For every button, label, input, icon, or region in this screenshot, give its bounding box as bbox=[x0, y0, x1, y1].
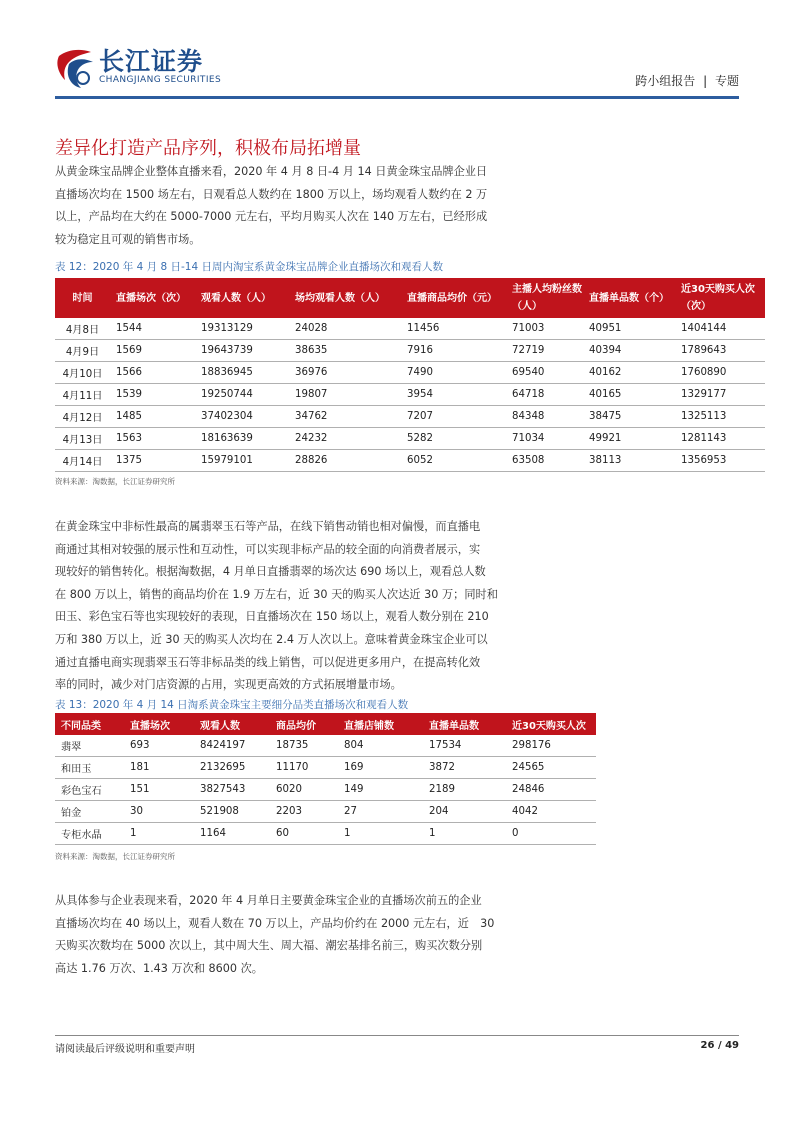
table-row bbox=[55, 735, 596, 757]
paragraph-line: 较为稳定且可观的销售市场。 bbox=[55, 232, 201, 246]
table-cell: 3954 bbox=[401, 384, 506, 406]
table-cell: 4月14日 bbox=[55, 450, 110, 472]
table-cell: 6020 bbox=[270, 779, 338, 801]
paragraph-line: 直播场次均在 40 场以上，观看人数在 70 万以上，产品均价约在 2000 元左右，近 30 bbox=[55, 916, 495, 930]
table-cell: 64718 bbox=[506, 384, 583, 406]
table-row bbox=[55, 450, 765, 472]
table13-source: 资料来源：淘数据，长江证券研究所 bbox=[55, 852, 175, 861]
table-cell: 11170 bbox=[270, 757, 338, 779]
table-row bbox=[55, 757, 596, 779]
table-cell: 24565 bbox=[506, 757, 596, 779]
table-cell: 1544 bbox=[110, 318, 195, 340]
table-cell: 71034 bbox=[506, 428, 583, 450]
table-cell: 40394 bbox=[583, 340, 675, 362]
column-header: 近30天购买人次（次） bbox=[675, 278, 765, 318]
column-header: 直播场次（次） bbox=[110, 278, 195, 318]
paragraph-line: 率的同时，减少对门店资源的占用，实现更高效的方式拓展增量市场。 bbox=[55, 678, 402, 692]
table-cell: 1 bbox=[124, 823, 194, 845]
table-cell: 11456 bbox=[401, 318, 506, 340]
table-cell: 38113 bbox=[583, 450, 675, 472]
table-cell: 2132695 bbox=[194, 757, 270, 779]
table-cell: 1485 bbox=[110, 406, 195, 428]
paragraph-line: 商通过其相对较强的展示性和互动性，可以实现非标产品的较全面的向消费者展示，实 bbox=[55, 542, 481, 556]
table-cell: 27 bbox=[338, 801, 423, 823]
table-cell: 19313129 bbox=[195, 318, 289, 340]
table-row bbox=[55, 428, 765, 450]
table-cell: 37402304 bbox=[195, 406, 289, 428]
column-header: 主播人均粉丝数（人） bbox=[506, 278, 583, 318]
paragraph-line: 直播场次均在 1500 场左右，日观看总人数约在 1800 万以上，场均观看人数约在 2 万 bbox=[55, 187, 488, 201]
table-cell: 24846 bbox=[506, 779, 596, 801]
column-header: 时间 bbox=[55, 278, 110, 318]
table-cell: 3872 bbox=[423, 757, 506, 779]
table-cell: 6052 bbox=[401, 450, 506, 472]
table-cell: 1404144 bbox=[675, 318, 765, 340]
column-header: 直播店铺数 bbox=[338, 713, 423, 735]
table-cell: 和田玉 bbox=[55, 757, 124, 779]
table-row bbox=[55, 318, 765, 340]
paragraph-line: 通过直播电商实现翡翠玉石等非标品类的线上销售，可以促进更多用户，在提高转化效 bbox=[55, 655, 481, 669]
column-header: 商品均价 bbox=[270, 713, 338, 735]
table-cell: 30 bbox=[124, 801, 194, 823]
table-cell: 1539 bbox=[110, 384, 195, 406]
table13-caption: 表 13：2020 年 4 月 14 日淘系黄金珠宝主要细分品类直播场次和观看人数 bbox=[55, 699, 409, 711]
table-cell: 4月8日 bbox=[55, 318, 110, 340]
paragraph-line: 现较好的销售转化。根据淘数据，4 月单日直播翡翠的场次达 690 场以上，观看总人数 bbox=[55, 565, 486, 579]
column-header: 场均观看人数（人） bbox=[289, 278, 401, 318]
paragraph-2 bbox=[55, 516, 498, 697]
paragraph-line: 天购买次数均在 5000 次以上，其中周大生、周大福、潮宏基排名前三，购买次数分别 bbox=[55, 939, 483, 953]
table-cell: 24232 bbox=[289, 428, 401, 450]
table-cell: 24028 bbox=[289, 318, 401, 340]
table12-source: 资料来源：淘数据，长江证券研究所 bbox=[55, 477, 175, 486]
table-cell: 60 bbox=[270, 823, 338, 845]
table-cell: 4042 bbox=[506, 801, 596, 823]
table-cell: 4月10日 bbox=[55, 362, 110, 384]
table-cell: 521908 bbox=[194, 801, 270, 823]
table-cell: 17534 bbox=[423, 735, 506, 757]
table-cell: 1563 bbox=[110, 428, 195, 450]
table-row bbox=[55, 823, 596, 845]
table-cell: 38475 bbox=[583, 406, 675, 428]
table-cell: 1329177 bbox=[675, 384, 765, 406]
paragraph-line: 从黄金珠宝品牌企业整体直播来看，2020 年 4 月 8 日-4 月 14 日黄金珠宝品牌企业日 bbox=[55, 165, 488, 178]
table-row bbox=[55, 779, 596, 801]
table-cell: 4月13日 bbox=[55, 428, 110, 450]
report-kind: 专题 bbox=[714, 74, 739, 88]
footer-disclaimer: 请阅读最后评级说明和重要声明 bbox=[55, 1044, 195, 1055]
table-cell: 40165 bbox=[583, 384, 675, 406]
table-cell: 4月11日 bbox=[55, 384, 110, 406]
table-cell: 1356953 bbox=[675, 450, 765, 472]
section-title: 差异化打造产品序列，积极布局拓增量 bbox=[55, 138, 361, 159]
table-cell: 19807 bbox=[289, 384, 401, 406]
column-header: 近30天购买人次 bbox=[506, 713, 596, 735]
table-cell: 4月9日 bbox=[55, 340, 110, 362]
logo-text-cn: 长江证券 bbox=[99, 47, 204, 76]
table-cell: 181 bbox=[124, 757, 194, 779]
table-cell: 34762 bbox=[289, 406, 401, 428]
table-cell: 1 bbox=[338, 823, 423, 845]
company-logo bbox=[55, 42, 245, 92]
table13 bbox=[55, 713, 596, 845]
column-header: 直播商品均价（元） bbox=[401, 278, 506, 318]
table-cell: 40951 bbox=[583, 318, 675, 340]
paragraph-line: 在 800 万以上，销售的商品均价在 1.9 万左右，近 30 天的购买人次达近 30 万；同时和 bbox=[55, 587, 498, 601]
paragraph-line: 在黄金珠宝中非标性最高的属翡翠玉石等产品，在线下销售动销也相对偏慢，而直播电 bbox=[55, 520, 481, 533]
table-cell: 2203 bbox=[270, 801, 338, 823]
table-cell: 72719 bbox=[506, 340, 583, 362]
table-cell: 铂金 bbox=[55, 801, 124, 823]
table-cell: 693 bbox=[124, 735, 194, 757]
table-cell: 38635 bbox=[289, 340, 401, 362]
paragraph-line: 从具体参与企业表现来看，2020 年 4 月单日主要黄金珠宝企业的直播场次前五的企业 bbox=[55, 894, 482, 907]
paragraph-line: 田玉、彩色宝石等也实现较好的表现，日直播场次在 150 场以上，观看人数分别在 210 bbox=[55, 610, 489, 624]
footer-divider bbox=[55, 1035, 739, 1036]
table-cell: 204 bbox=[423, 801, 506, 823]
table12-caption: 表 12：2020 年 4 月 8 日-14 日周内淘宝系黄金珠宝品牌企业直播场次和观看人数 bbox=[55, 261, 443, 273]
column-header: 直播场次 bbox=[124, 713, 194, 735]
table-header-row bbox=[55, 278, 765, 318]
table-row bbox=[55, 406, 765, 428]
table-header-row bbox=[55, 713, 596, 735]
table-row bbox=[55, 384, 765, 406]
table-cell: 63508 bbox=[506, 450, 583, 472]
table-cell: 169 bbox=[338, 757, 423, 779]
table-cell: 1281143 bbox=[675, 428, 765, 450]
paragraph-3 bbox=[55, 890, 494, 980]
paragraph-line: 高达 1.76 万次、1.43 万次和 8600 次。 bbox=[55, 961, 263, 975]
table-cell: 7916 bbox=[401, 340, 506, 362]
table-cell: 19250744 bbox=[195, 384, 289, 406]
table-cell: 1569 bbox=[110, 340, 195, 362]
column-header: 直播单品数 bbox=[423, 713, 506, 735]
table-cell: 1760890 bbox=[675, 362, 765, 384]
table-cell: 84348 bbox=[506, 406, 583, 428]
page-number: 26 / 49 bbox=[700, 1040, 739, 1051]
table-cell: 8424197 bbox=[194, 735, 270, 757]
table-cell: 2189 bbox=[423, 779, 506, 801]
table-cell: 18163639 bbox=[195, 428, 289, 450]
report-type-label bbox=[635, 72, 739, 89]
table-cell: 1325113 bbox=[675, 406, 765, 428]
report-type: 跨小组报告 bbox=[635, 74, 696, 88]
column-header: 不同品类 bbox=[55, 713, 124, 735]
table-row bbox=[55, 340, 765, 362]
table-cell: 18735 bbox=[270, 735, 338, 757]
table-cell: 专柜水晶 bbox=[55, 823, 124, 845]
table-cell: 3827543 bbox=[194, 779, 270, 801]
table-cell: 36976 bbox=[289, 362, 401, 384]
table-cell: 7490 bbox=[401, 362, 506, 384]
table-cell: 151 bbox=[124, 779, 194, 801]
table-cell: 40162 bbox=[583, 362, 675, 384]
header-divider bbox=[55, 96, 739, 99]
table-cell: 298176 bbox=[506, 735, 596, 757]
table-row bbox=[55, 801, 596, 823]
table-cell: 49921 bbox=[583, 428, 675, 450]
paragraph-line: 万和 380 万以上，近 30 天的购买人次均在 2.4 万人次以上。意味着黄金珠宝企业可以 bbox=[55, 632, 488, 646]
table-cell: 1375 bbox=[110, 450, 195, 472]
logo-text-en: CHANGJIANG SECURITIES bbox=[99, 75, 222, 85]
column-header: 观看人数（人） bbox=[195, 278, 289, 318]
table-cell: 7207 bbox=[401, 406, 506, 428]
table-cell: 1789643 bbox=[675, 340, 765, 362]
table-cell: 18836945 bbox=[195, 362, 289, 384]
table-cell: 彩色宝石 bbox=[55, 779, 124, 801]
table12 bbox=[55, 278, 765, 472]
table-cell: 804 bbox=[338, 735, 423, 757]
table-cell: 4月12日 bbox=[55, 406, 110, 428]
table-cell: 1566 bbox=[110, 362, 195, 384]
paragraph-1 bbox=[55, 161, 487, 251]
table-row bbox=[55, 362, 765, 384]
paragraph-line: 以上，产品均在大约在 5000-7000 元左右，平均月购买人次在 140 万左右，已经形成 bbox=[55, 210, 488, 224]
table-cell: 1164 bbox=[194, 823, 270, 845]
table-cell: 0 bbox=[506, 823, 596, 845]
logo-emblem-icon bbox=[55, 46, 95, 90]
table-cell: 15979101 bbox=[195, 450, 289, 472]
header-separator: | bbox=[703, 74, 708, 88]
table-cell: 5282 bbox=[401, 428, 506, 450]
column-header: 观看人数 bbox=[194, 713, 270, 735]
table-cell: 71003 bbox=[506, 318, 583, 340]
table-cell: 19643739 bbox=[195, 340, 289, 362]
table-cell: 1 bbox=[423, 823, 506, 845]
table-cell: 28826 bbox=[289, 450, 401, 472]
table-cell: 69540 bbox=[506, 362, 583, 384]
table-cell: 翡翠 bbox=[55, 735, 124, 757]
column-header: 直播单品数（个） bbox=[583, 278, 675, 318]
table-cell: 149 bbox=[338, 779, 423, 801]
